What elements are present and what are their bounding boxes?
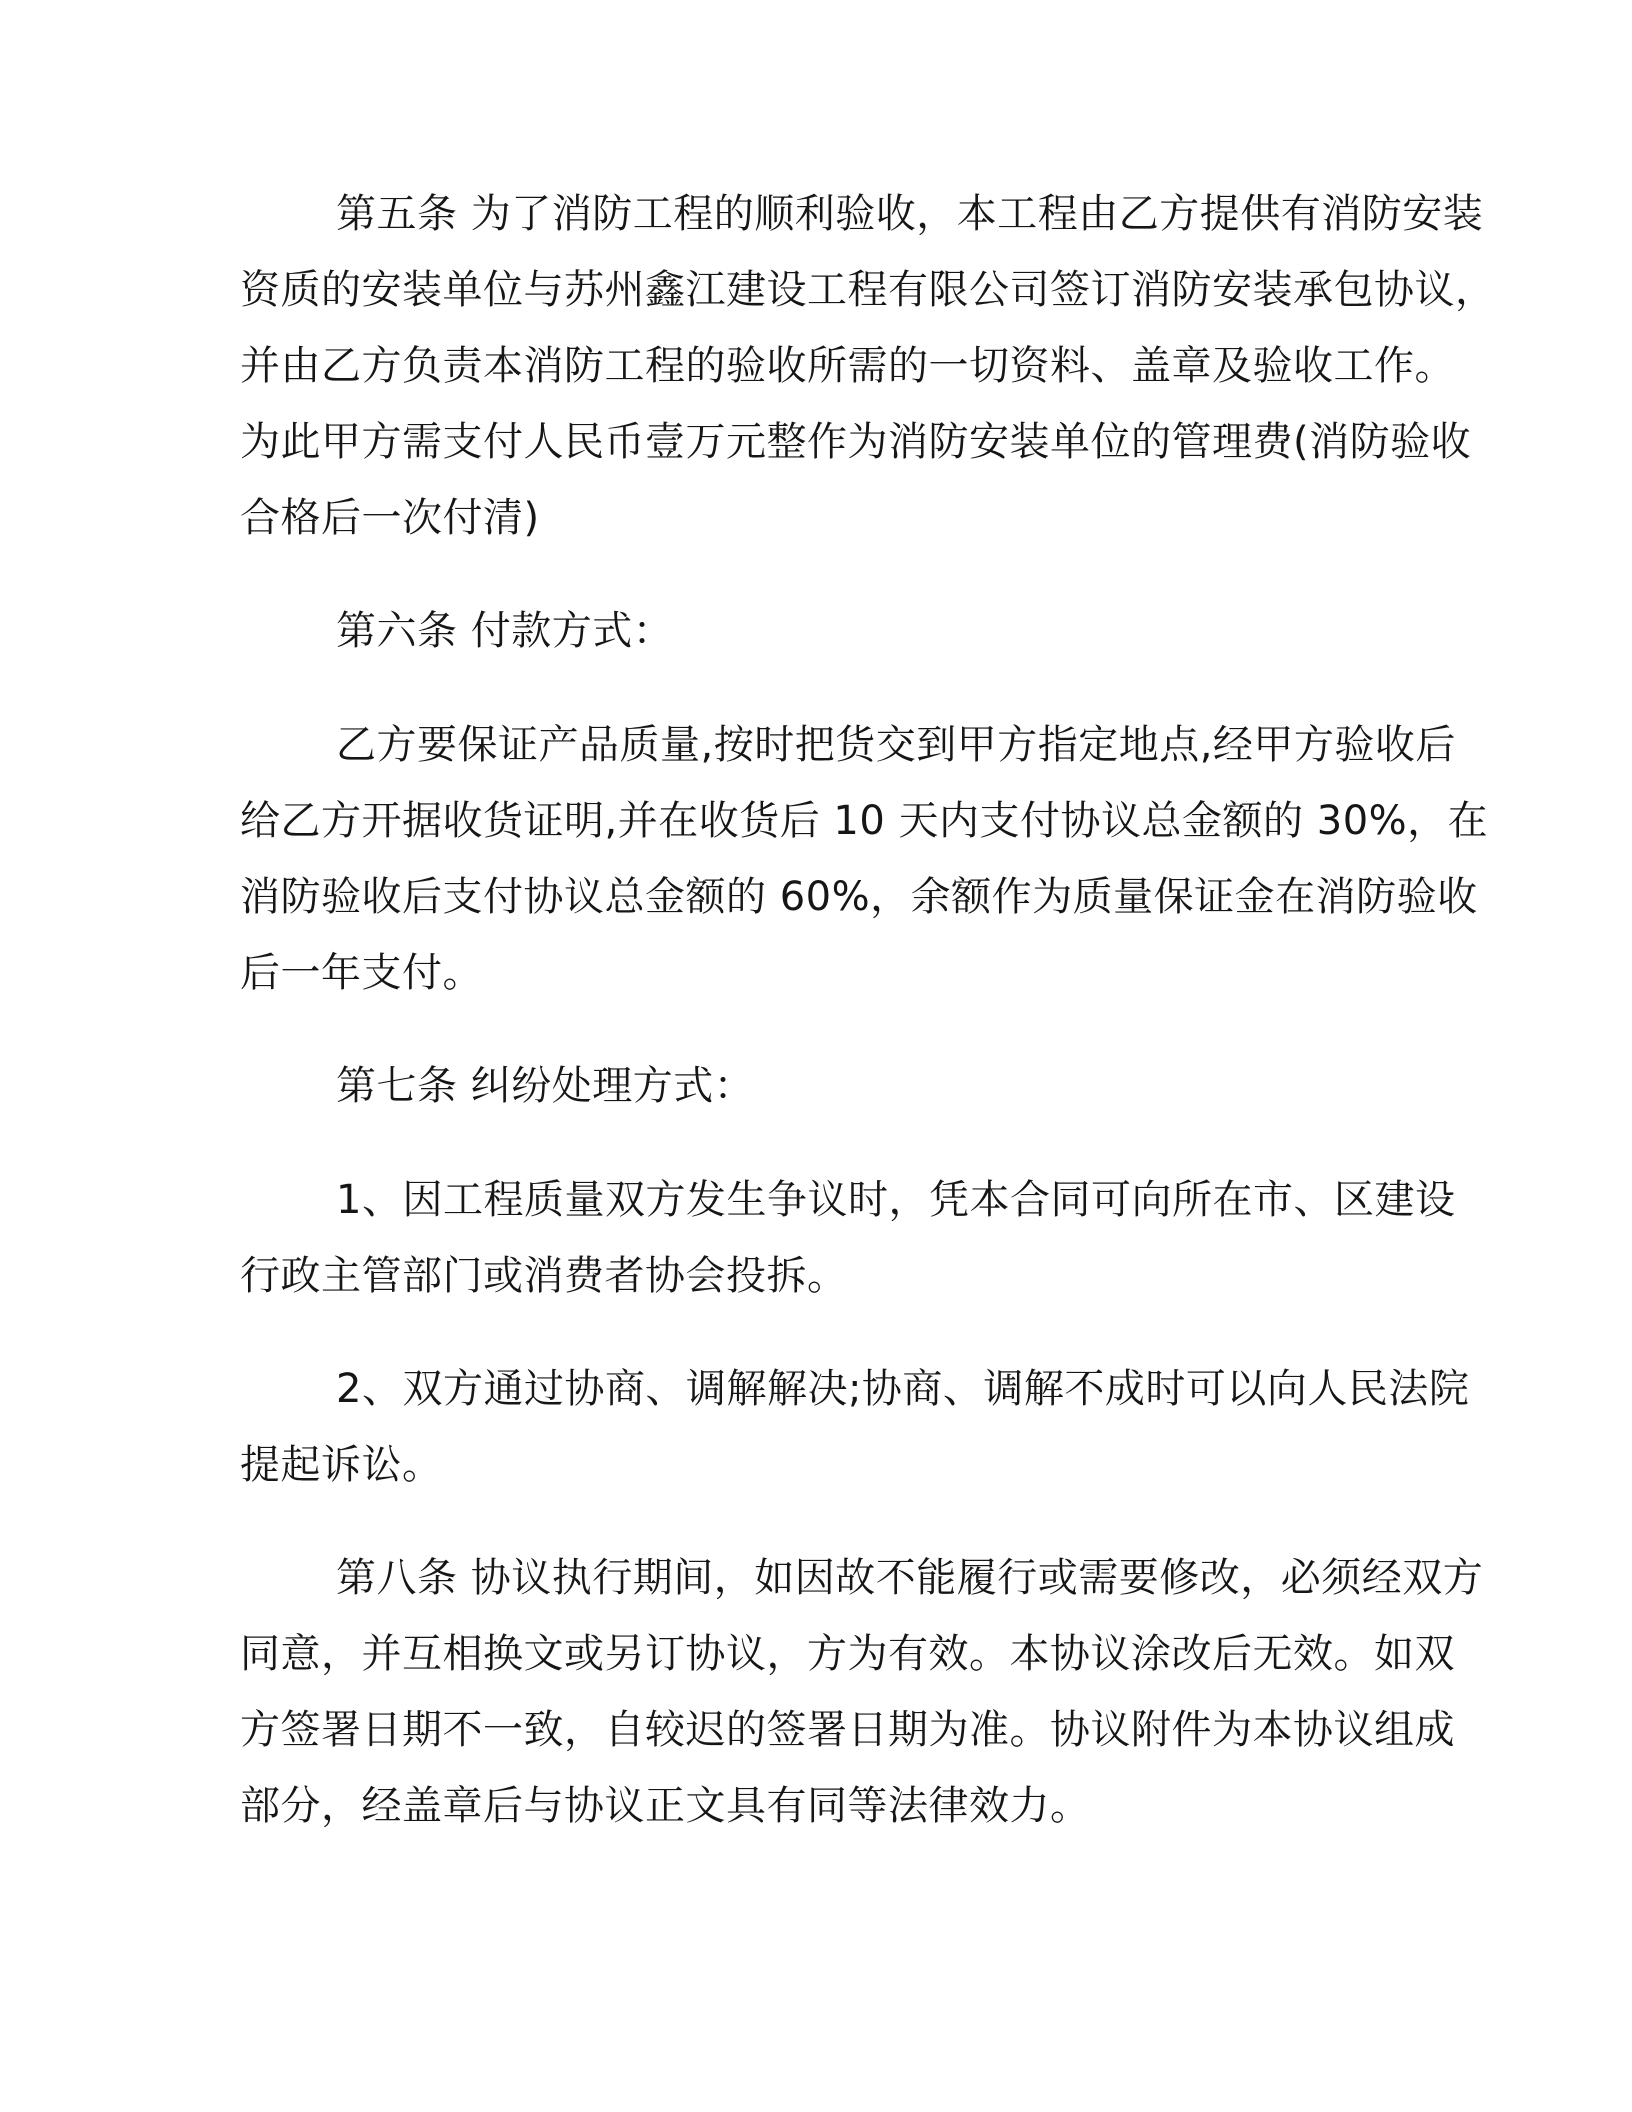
text-line: 1、因工程质量双方发生争议时，凭本合同可向所在市、区建设 [336, 1177, 1456, 1223]
text-line: 部分，经盖章后与协议正文具有同等法律效力。 [240, 1783, 1091, 1829]
text-line: 第五条 为了消防工程的顺利验收，本工程由乙方提供有消防安装 [336, 191, 1484, 237]
text-line: 行政主管部门或消费者协会投拆。 [240, 1253, 848, 1299]
text-line: 同意，并互相换文或另订协议，方为有效。本协议涂改后无效。如双 [240, 1631, 1455, 1677]
dispute-item-1-paragraph [240, 1162, 1456, 1314]
text-line: 方签署日期不一致，自较迟的签署日期为准。协议附件为本协议组成 [240, 1707, 1455, 1753]
text-line: 乙方要保证产品质量,按时把货交到甲方指定地点,经甲方验收后 [336, 722, 1456, 768]
article-5-paragraph [240, 176, 1496, 556]
text-line: 给乙方开据收货证明,并在收货后 10 天内支付协议总金额的 30%，在 [240, 798, 1489, 844]
text-line: 后一年支付。 [240, 950, 483, 996]
text-line: 2、双方通过协商、调解解决;协商、调解不成时可以向人民法院 [336, 1366, 1470, 1412]
payment-terms-paragraph [240, 707, 1489, 1011]
text-line: 为此甲方需支付人民币壹万元整作为消防安装单位的管理费(消防验收 [240, 419, 1472, 465]
article-8-paragraph [240, 1540, 1484, 1844]
text-line: 消防验收后支付协议总金额的 60%，余额作为质量保证金在消防验收 [240, 874, 1478, 920]
text-line: 第八条 协议执行期间，如因故不能履行或需要修改，必须经双方 [336, 1555, 1484, 1601]
article-7-heading [240, 1048, 1380, 1124]
section-heading: 第七条 纠纷处理方式： [336, 1063, 755, 1109]
text-line: 并由乙方负责本消防工程的验收所需的一切资料、盖章及验收工作。 [240, 343, 1455, 389]
text-line: 合格后一次付清) [240, 495, 540, 541]
article-6-heading [240, 593, 1380, 669]
dispute-item-2-paragraph [240, 1351, 1470, 1503]
section-heading: 第六条 付款方式： [336, 608, 674, 654]
document-body [240, 176, 1496, 1881]
text-line: 提起诉讼。 [240, 1442, 443, 1488]
text-line: 资质的安装单位与苏州鑫江建设工程有限公司签订消防安装承包协议， [240, 267, 1496, 313]
